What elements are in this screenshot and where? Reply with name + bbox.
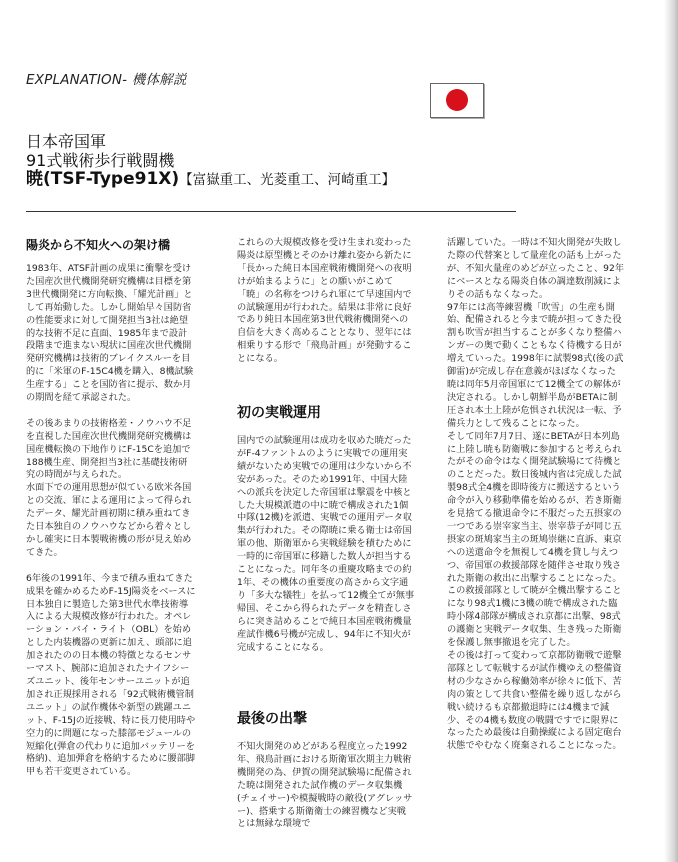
paragraph: 97年には高等練習機「吹雪」の生産も開始、配備されると今まで暁が担ってきた役割も吹雪が担当することが多くなり整備ハンガーの奥で動くこともなく待機する日が増えていった。1998年に試製98式(後の武御雷)が完成し存在意義がほぼなくなった暁は同年5月帝国軍にて12機全ての解体が決定される。しかし朝鮮半島がBETAに制圧され本土上陸が危惧され状況は一転、予備兵力として残ることになった。 [447, 301, 624, 429]
title-line-1: 日本帝国軍 [26, 132, 107, 151]
section-heading-1: 陽炎から不知火への架け橋 [26, 238, 171, 252]
paragraph: そして同年7月7日、遂にBETAが日本列島に上陸し暁も防衛戦に参加すると考えられたがその命令はなく開発試験場にて待機とのことだった。数日後城内省は完成した試製98式全4機を即時後方に搬送するという命令が入り移動準備を始めるが、若き斯衛を見捨てる撤退命令に不服だった五摂家の一つである崇宰家当主、崇宰恭子が同じ五摂家の斑鳩家当主の斑鳩崇継に直訴、東京への送還命令を無視して4機を貸し与えつつ、帝国軍の救援部隊を随伴させ取り残された斯衛の救出に出撃することになった。この救援部隊として暁が全機出撃することになり98式1機に3機の暁で構成された臨時小隊4部隊が構成され京都に出撃、98式の護衛と実戦データ収集、生き残った斯衛を保護し無事撤退を完了した。 [447, 430, 622, 649]
paragraph: 水面下での運用思想が似ている欧米各国との交流、軍による運用によって得られたデータ、耀光計画初期に積み重ねてきた日本独自のノウハウなどから着々としかし確実に日本製戦術機の形が見え始めてきた。 [26, 482, 192, 558]
column-2-body [237, 435, 415, 667]
column-3 [447, 237, 625, 753]
paragraph: 活躍していた。一時は不知火開発が失敗した際の代替案として量産化の話も上がったが、不知火量産のめどが立ったこと、92年にベースとなる陽炎自体の調達数削減によりその話もなくなった。 [447, 237, 625, 300]
paragraph: これらの大規模改修を受け生まれ変わった陽炎は原型機とそのかけ離れ姿から新たに「長かった純日本国産戦術機開発への夜明けが始まるように」との願いがこめて「暁」の名称をつけられ軍にて早速国内での試験運用が行われた。結果は非常に良好であり純日本国産第3世代戦術機開発への自信を大きく高めることとなり、翌年には相乗りする形で「飛鳥計画」が発動することになる。 [237, 237, 412, 365]
section-heading-3: 最後の出撃 [237, 711, 307, 727]
title-line-3 [26, 170, 395, 190]
japan-flag-icon [430, 83, 484, 118]
page-edge-shadow [664, 0, 678, 862]
column-1 [26, 263, 196, 792]
section-kicker: EXPLANATION- 機体解説 [26, 72, 187, 88]
section-heading-2: 初の実戦運用 [237, 405, 321, 421]
paragraph: その後は打って変わって京都防衛戦で遊撃部隊として転戦するが試作機ゆえの整備資材の少なさから稼働効率が徐々に低下、苦肉の策として共食い整備を繰り返しながら戦い続けるも京都撤退時には4機まで減少、その4機も数度の戦闘ですでに限界になったため最後は自動操縦による固定砲台状態でやむなく廃棄されることになった。 [447, 650, 622, 752]
title-line-2: 91式戦術歩行戦闘機 [26, 150, 175, 170]
title-designation: 暁(TSF-Type91X) [26, 169, 180, 189]
paragraph: 不知火開発のめどがある程度立った1992年、飛鳥計画における斯衛軍次期主力戦術機開発の為、伊賀の開発試験場に配備された暁は開発された試作機のデータ収集機(チェイサー)や模擬戦時の敵役(アグレッサー)、搭乗する斯衛衛士の練習機など実戦とは無縁な環境で [237, 741, 413, 830]
flag-red-disc [446, 89, 468, 111]
page-title [26, 133, 395, 190]
paragraph: その後あまりの技術格差・ノウハウ不足を直視した国産次世代機開発研究機構は国産機転換の下地作りにF-15Cを追加で188機生産、開発担当3社に基礎技術研究の時間が与えられた。 [26, 417, 192, 481]
paragraph: 1983年、ATSF計画の成果に衝撃を受けた国産次世代機開発研究機構は目標を第3世代機開発に方向転換、「耀光計画」として再始動した。しかし開始早々国防省の性能要求に対して開発担当3社は絶望的な技術不足に直面、1985年まで設計段階まで進まない現状に国産次世代機開発研究機構は技術的ブレイクスルーを目的に「米軍のF-15C4機を購入、8機試験生産する」ことを国防省に提示、数か月の期間を経て承認された。 [26, 263, 194, 404]
column-2-final [237, 741, 415, 844]
title-manufacturers: 【富嶽重工、光菱重工、河崎重工】 [179, 172, 396, 188]
title-divider [26, 211, 516, 212]
paragraph: 国内での試験運用は成功を収めた暁だったがF-4ファントムのように実戦での運用実績がないため実戦での運用は少ないから不安があった。そのため1991年、中国大陸への派兵を決定した帝国軍は撃震を中核とした大規模派遣の中に暁で構成された1個中隊(12機)を派遣、実戦での運用データ収集が行われた。その際暁に乗る衛士は帝国軍の他、斯衛軍から実戦経験を積むために一時的に帝国軍に移籍した数人が担当することになった。同年冬の重慶攻略までの約1年、その機体の重要度の高さから文字通り「多大な犠牲」を払って12機全てが無事帰国、そこから得られたデータを精査しさらに突き詰めることで純日本国産戦術機量産試作機6号機が完成し、94年に不知火が完成することになる。 [237, 435, 415, 653]
column-2-intro [237, 237, 415, 379]
paragraph: 6年後の1991年、今まで積み重ねてきた成果を確かめるためF-15J陽炎をベースに日本独自に製造した第3世代水準技術導入による大規模改修が行われた。オペレーション・バイ・ライト（OBL）を始めとした内装機器の更新に加え、頭部に追加されたのの日本機の特徴となるセンサーマスト、腕部に追加されたナイフシーズユニット、後年センサーユニットが追加され正規採用される「92式戦術機管制ユニット」の試作機体や新型の跳躍ユニット、F-15Jの近接戦、特に長刀使用時や空力的に問題になった膝部モジュールの短縮化(弾倉の代わりに追加バッテリーを格納)、追加弾倉を格納するために腰部脚甲も若干変更されている。 [26, 572, 196, 778]
